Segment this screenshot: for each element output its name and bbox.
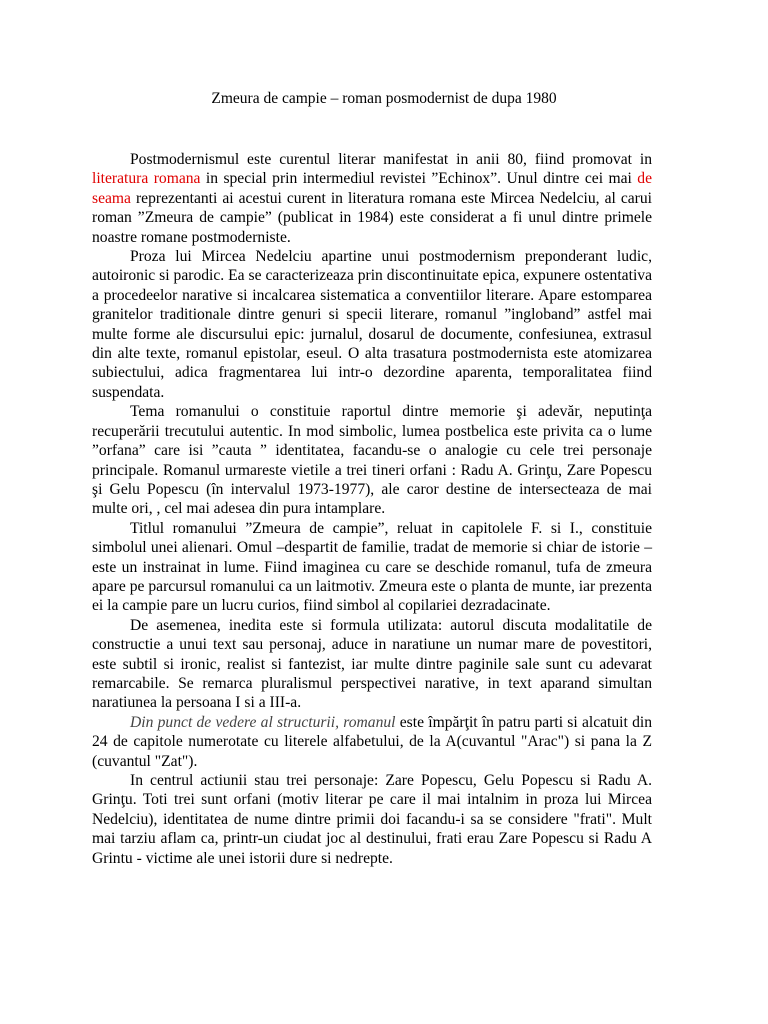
paragraph-1-text-c: reprezentanti ai acestui curent in literatura romana este Mircea Nedelciu, al carui roman ”Zmeura de campie” (publicat in 1984) este considerat a fi unul dintre primele noastre romane postmoderniste. — [92, 189, 652, 246]
document-body — [92, 150, 652, 868]
paragraph-1 — [92, 150, 652, 247]
paragraph-6 — [92, 713, 652, 771]
paragraph-4: Titlul romanului ”Zmeura de campie”, reluat in capitolele F. si I., constituie simbolul unei alienari. Omul –despartit de familie, tradat de memorie si chiar de istorie – este un instrainat in lume. Fiind imaginea cu care se deschide romanul, tufa de zmeura apare pe parcursul romanului ca un laitmotiv. Zmeura este o planta de munte, iar prezenta ei la campie pare un lucru curios, fiind simbol al copilariei dezradacinate. — [92, 519, 652, 615]
link-de-seama[interactable]: de seama — [92, 170, 652, 207]
paragraph-3: Tema romanului o constituie raportul dintre memorie şi adevăr, neputinţa recuperării trecutului autentic. In mod simbolic, lumea postbelica este privita ca o lume ”orfana” care isi ”cauta ” identitatea, facandu-se o analogie cu cele trei personaje principale. Romanul urmareste vietile a trei tineri orfani : Radu A. Grinţu, Zare Popescu şi Gelu Popescu (în intervalul 1973-1977), ale caror destine de intersecteaza de mai multe ori, , cel mai adesea din pura intamplare. — [92, 403, 652, 518]
paragraph-6-italic-lead: Din punct de vedere al structurii, romanul — [130, 713, 396, 731]
link-literatura-romana[interactable]: literatura romana — [92, 170, 201, 188]
paragraph-7: In centrul actiunii stau trei personaje: Zare Popescu, Gelu Popescu si Radu A. Grinţu. Toti trei sunt orfani (motiv literar pe care il mai intalnim in proza lui Mircea Nedelciu), identitatea de nume dintre primii doi facandu-i sa se considere "frati". Mult mai tarziu aflam ca, printr-un ciudat joc al destinului, frati erau Zare Popescu si Radu A Grintu - victime ale unei istorii dure si nedrepte. — [92, 772, 652, 867]
paragraph-2: Proza lui Mircea Nedelciu apartine unui postmodernism preponderant ludic, autoironic si parodic. Ea se caracterizeaza prin discontinuitate epica, expunere ostentativa a procedeelor narative si incalcarea sistematica a conventiilor literare. Apare estomparea granitelor traditionale dintre genuri si specii literare, romanul ”ingloband” astfel mai multe forme ale discursului epic: jurnalul, dosarul de documente, confesiunea, extrasul din alte texte, romanul epistolar, eseul. O alta trasatura postmodernista este atomizarea subiectului, adica fragmentarea lui intr-o dezordine aparenta, temporalitatea fiind suspendata. — [92, 248, 652, 401]
paragraph-6-rest: este împărţit în patru parti si alcatuit din 24 de capitole numerotate cu literele alfabetului, de la A(cuvantul "Arac") si pana la Z (cuvantul "Zat"). — [92, 713, 653, 770]
paragraph-1-text-a: Postmodernismul este curentul literar manifestat in anii 80, fiind promovat in — [130, 151, 652, 168]
document-title: Zmeura de campie – roman posmodernist de dupa 1980 — [211, 90, 557, 107]
paragraph-1-text-b: in special prin intermediul revistei ”Echinox”. Unul dintre cei mai — [200, 170, 638, 188]
paragraph-5: De asemenea, inedita este si formula utilizata: autorul discuta modalitatile de constructie a unui text sau personaj, aduce in naratiune un numar mare de povestitori, este subtil si ironic, realist si fantezist, iar multe dintre paginile sale sunt cu adevarat remarcabile. Se remarca pluralismul perspectivei narative, in text aparand simultan naratiunea la persoana I si a III-a. — [92, 616, 652, 712]
